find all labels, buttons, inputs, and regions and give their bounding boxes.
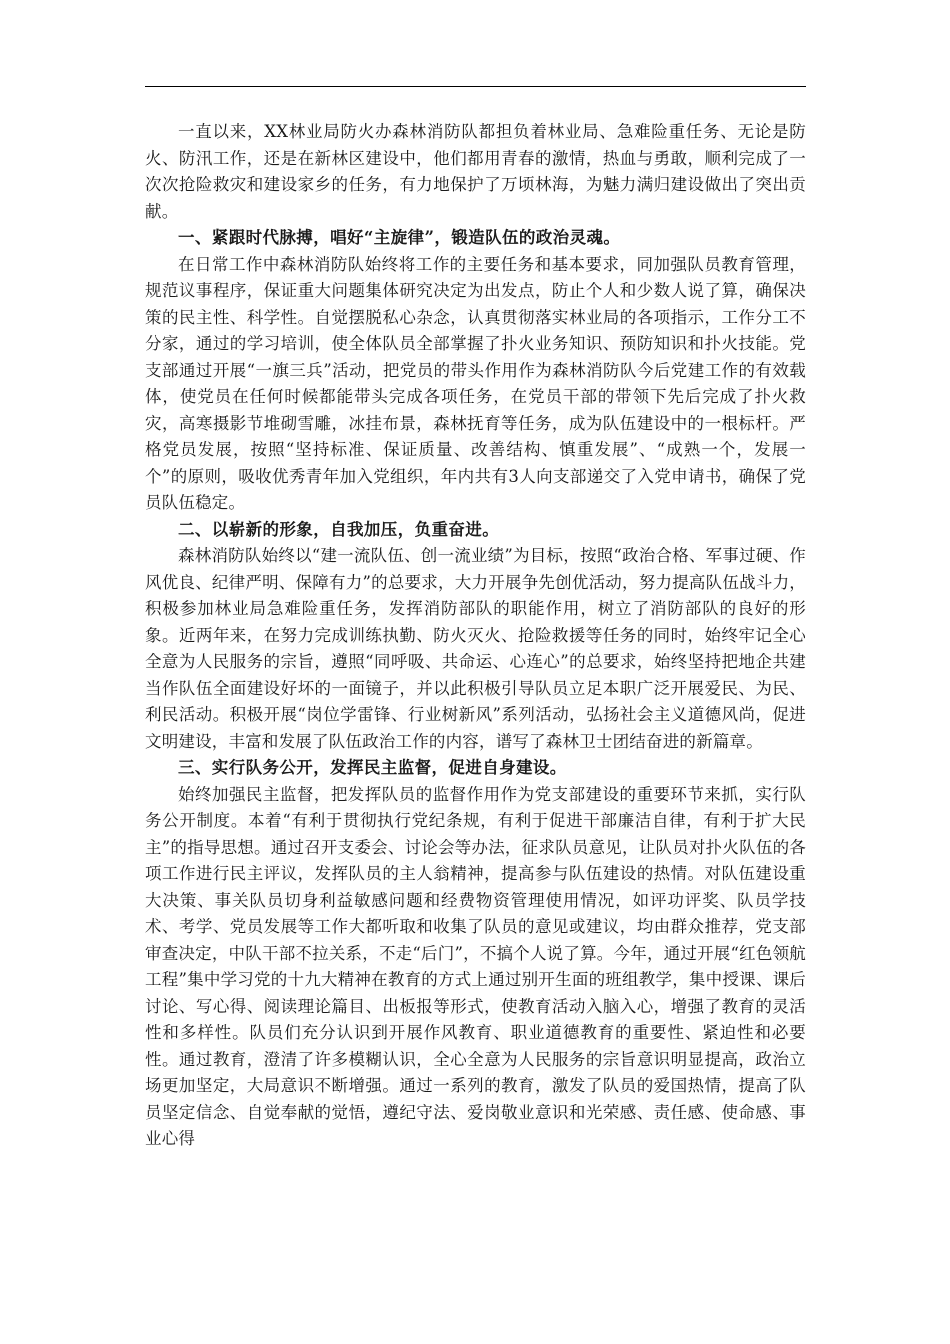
section-heading-2: 二、以崭新的形象，自我加压，负重奋进。 bbox=[178, 519, 500, 539]
document-body bbox=[145, 119, 806, 1153]
section-1-paragraph: 在日常工作中森林消防队始终将工作的主要任务和基本要求，同加强队员教育管理，规范议事程序，保证重大问题集体研究决定为出发点，防止个人和少数人说了算，确保决策的民主性、科学性。自觉摆脱私心杂念，认真贯彻落实林业局的各项指示，工作分工不分家，通过的学习培训，使全体队员全部掌握了扑火业务知识、预防知识和扑火技能。党支部通过开展“一旗三兵”活动，把党员的带头作用作为森林消防队今后党建工作的有效载体，使党员在任何时候都能带头完成各项任务，在党员干部的带领下先后完成了扑火救灾，高寒摄影节堆砌雪雕，冰挂布景，森林抚育等任务，成为队伍建设中的一根标杆。严格党员发展，按照“坚持标准、保证质量、改善结构、慎重发展”、“成熟一个，发展一个”的原则，吸收优秀青年加入党组织，年内共有3人向支部递交了入党申请书，确保了党员队伍稳定。 bbox=[145, 254, 806, 512]
section-2-paragraph: 森林消防队始终以“建一流队伍、创一流业绩”为目标，按照“政治合格、军事过硬、作风优良、纪律严明、保障有力”的总要求，大力开展争先创优活动，努力提高队伍战斗力，积极参加林业局急难险重任务，发挥消防部队的职能作用，树立了消防部队的良好的形象。近两年来，在努力完成训练执勤、防火灭火、抢险救援等任务的同时，始终牢记全心全意为人民服务的宗旨，遵照“同呼吸、共命运、心连心”的总要求，始终坚持把地企共建当作队伍全面建设好坏的一面镜子，并以此积极引导队员立足本职广泛开展爱民、为民、利民活动。积极开展“岗位学雷锋、行业树新风”系列活动，弘扬社会主义道德风尚，促进文明建设，丰富和发展了队伍政治工作的内容，谱写了森林卫士团结奋进的新篇章。 bbox=[145, 546, 806, 751]
header-rule bbox=[145, 86, 806, 87]
section-3-paragraph: 始终加强民主监督，把发挥队员的监督作用作为党支部建设的重要环节来抓，实行队务公开制度。本着“有利于贯彻执行党纪条规，有利于促进干部廉洁自律，有利于扩大民主”的指导思想。通过召开支委会、讨论会等办法，征求队员意见，让队员对扑火队伍的各项工作进行民主评议，发挥队员的主人翁精神，提高参与队伍建设的热情。对队伍建设重大决策、事关队员切身利益敏感问题和经费物资管理使用情况，如评功评奖、队员学技术、考学、党员发展等工作大都听取和收集了队员的意见或建议，均由群众推荐，党支部审查决定，中队干部不拉关系，不走“后门”，不搞个人说了算。今年，通过开展“红色领航工程”集中学习党的十九大精神在教育的方式上通过别开生面的班组教学，集中授课、课后讨论、写心得、阅读理论篇目、出板报等形式，使教育活动入脑入心，增强了教育的灵活性和多样性。队员们充分认识到开展作风教育、职业道德教育的重要性、紧迫性和必要性。通过教育，澄清了许多模糊认识，全心全意为人民服务的宗旨意识明显提高，政治立场更加坚定，大局意识不断增强。通过一系列的教育，激发了队员的爱国热情，提高了队员坚定信念、自觉奉献的觉悟，遵纪守法、爱岗敬业意识和光荣感、责任感、使命感、事业心得 bbox=[145, 784, 806, 1148]
section-heading-1: 一、紧跟时代脉搏，唱好“主旋律”，锻造队伍的政治灵魂。 bbox=[178, 228, 621, 247]
intro-paragraph: 一直以来，XX林业局防火办森林消防队都担负着林业局、急难险重任务、无论是防火、防汛工作，还是在新林区建设中，他们都用青春的激情，热血与勇敢，顺利完成了一次次抢险救灾和建设家乡的任务，有力地保护了万顷林海，为魅力满归建设做出了突出贡献。 bbox=[145, 122, 806, 221]
section-heading-3: 三、实行队务公开，发挥民主监督，促进自身建设。 bbox=[178, 758, 567, 777]
